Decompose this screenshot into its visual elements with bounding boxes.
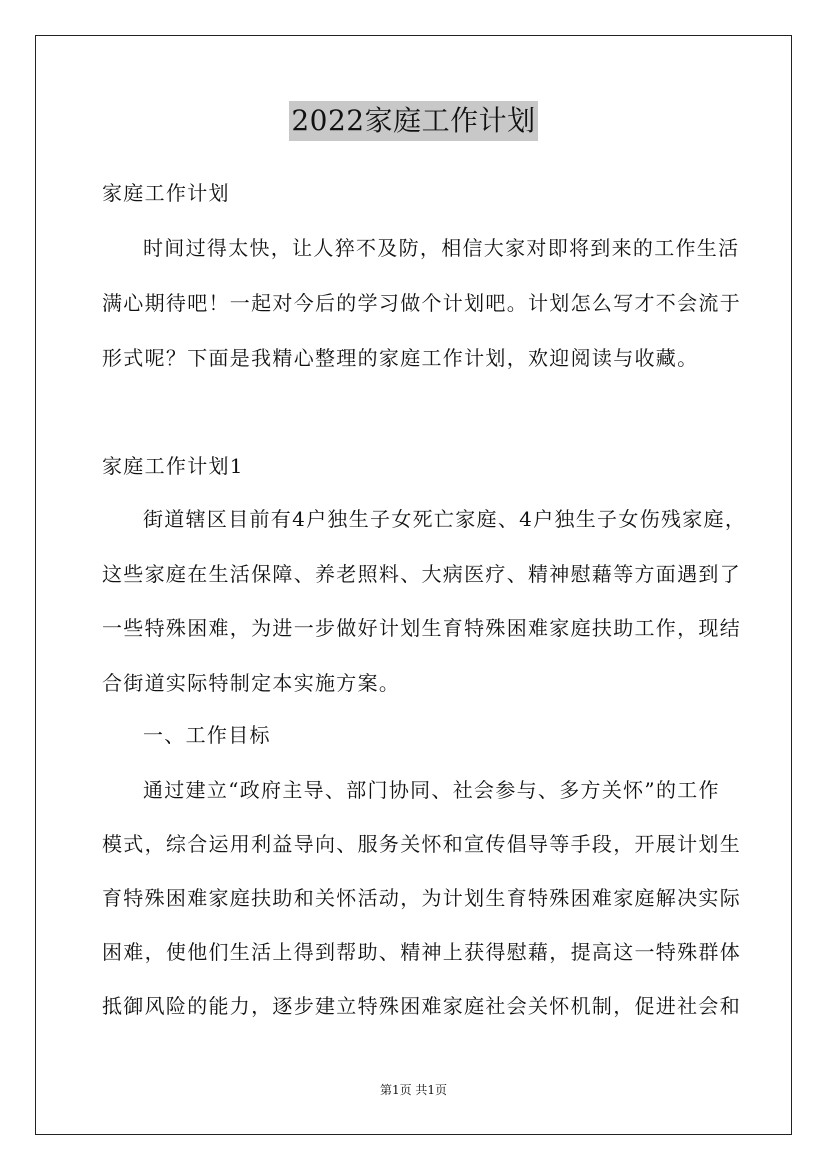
page-number-footer: 第1页 共1页: [379, 1083, 448, 1097]
section-para2-line-2: 模式，综合运用利益导向、服务关怀和宣传倡导等手段，开展计划生: [102, 832, 741, 856]
title-container: [0, 101, 827, 141]
section-para2-line-1: 通过建立“政府主导、部门协同、社会参与、多方关怀”的工作: [143, 778, 720, 802]
section-para2-line-5: 抵御风险的能力，逐步建立特殊困难家庭社会关怀机制，促进社会和: [102, 994, 741, 1018]
intro-line-1: 时间过得太快，让人猝不及防，相信大家对即将到来的工作生活: [143, 236, 740, 260]
section-para1-line-3: 一些特殊困难，为进一步做好计划生育特殊困难家庭扶助工作，现结: [102, 616, 741, 640]
section-para2-line-4: 困难，使他们生活上得到帮助、精神上获得慰藉，提高这一特殊群体: [102, 940, 741, 964]
section-para1-line-1: 街道辖区目前有4户独生子女死亡家庭、4户独生子女伤残家庭，: [143, 507, 747, 531]
section-para1-line-4: 合街道实际特制定本实施方案。: [102, 671, 401, 695]
document-title: 2022家庭工作计划: [289, 101, 537, 141]
section-heading: 家庭工作计划1: [102, 454, 244, 478]
intro-line-2: 满心期待吧！一起对今后的学习做个计划吧。计划怎么写才不会流于: [102, 291, 741, 315]
section-para2-line-3: 育特殊困难家庭扶助和关怀活动，为计划生育特殊困难家庭解决实际: [102, 886, 741, 910]
section-para1-line-2: 这些家庭在生活保障、养老照料、大病医疗、精神慰藉等方面遇到了: [102, 562, 741, 586]
document-subtitle: 家庭工作计划: [102, 181, 230, 205]
intro-line-3: 形式呢？下面是我精心整理的家庭工作计划，欢迎阅读与收藏。: [102, 346, 699, 370]
subheading-goals: 一、工作目标: [143, 723, 271, 747]
